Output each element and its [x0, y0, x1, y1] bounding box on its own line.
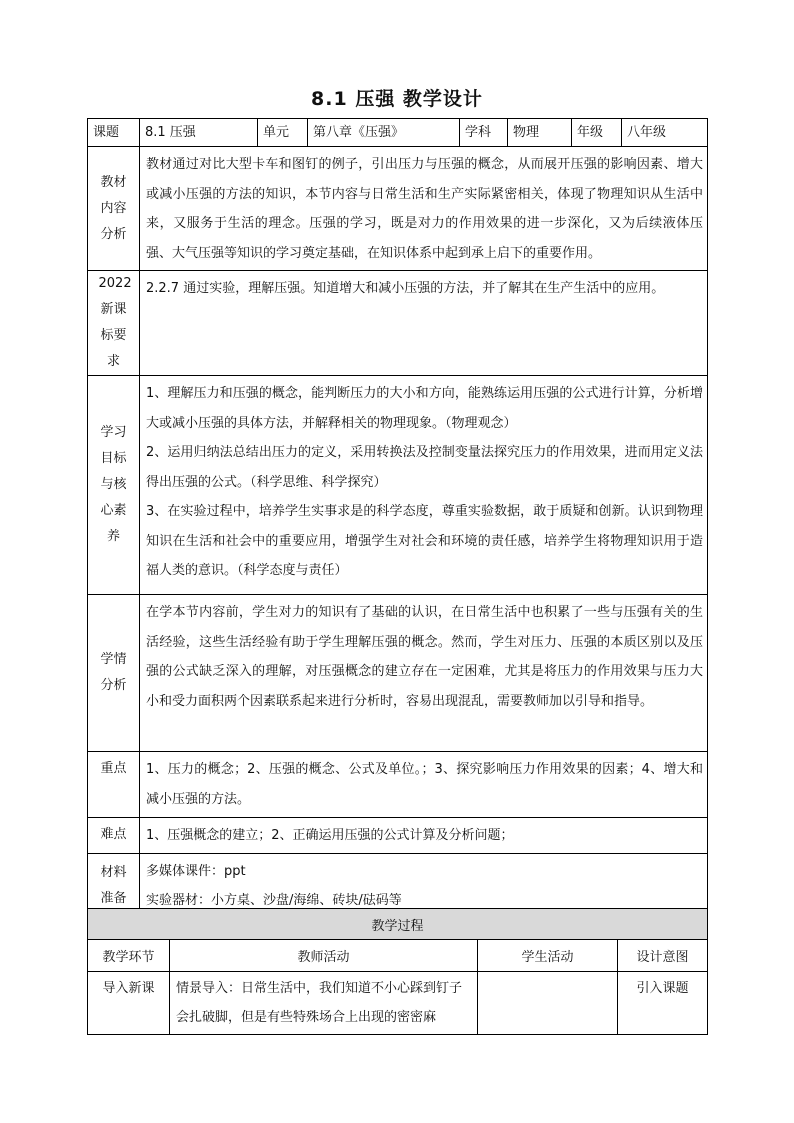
col-intent: 设计意图	[618, 940, 708, 972]
col-student: 学生活动	[478, 940, 618, 972]
zhongdian-label: 重点	[88, 752, 140, 818]
zhongdian-text: 1、压力的概念；2、压强的概念、公式及单位。；3、探究影响压力作用效果的因素；4、增大和减小压强的方法。	[140, 752, 708, 818]
dan-yuan-value: 第八章《压强》	[308, 119, 460, 147]
xueqing-text: 在学本节内容前，学生对力的知识有了基础的认识，在日常生活中也积累了一些与压强有关的生活经验，这些生活经验有助于学生理解压强的概念。然而，学生对压力、压强的本质区别以及压强的公式缺乏深入的理解，对压强概念的建立存在一定困难，尤其是将压力的作用效果与压力大小和受力面积两个因素联系起来进行分析时，容易出现混乱，需要教师加以引导和指导。	[140, 595, 708, 752]
xueqing-row	[88, 595, 708, 752]
cailiao-line1: 多媒体课件：ppt	[146, 863, 246, 879]
kebiao-row	[88, 271, 708, 376]
mubiao-label: 学习目标与核心素养	[88, 376, 140, 595]
ke-ti-value: 8.1 压强	[140, 119, 258, 147]
design-intent-cell: 引入课题	[618, 972, 708, 1035]
nandian-text: 1、压强概念的建立；2、正确运用压强的公式计算及分析问题；	[140, 818, 708, 854]
stage-cell: 导入新课	[88, 972, 170, 1035]
kebiao-text: 2.2.7 通过实验，理解压强。知道增大和减小压强的方法，并了解其在生产生活中的应用。	[140, 271, 708, 376]
lesson-info-table	[87, 118, 708, 919]
teaching-process-table	[87, 908, 708, 1035]
xue-ke-value: 物理	[508, 119, 572, 147]
mubiao-row	[88, 376, 708, 595]
jiaocai-text: 教材通过对比大型卡车和图钉的例子，引出压力与压强的概念，从而展开压强的影响因素、增大或减小压强的方法的知识，本节内容与日常生活和生产实际紧密相关，体现了物理知识从生活中来，又服务于生活的理念。压强的学习，既是对力的作用效果的进一步深化，又为后续液体压强、大气压强等知识的学习奠定基础，在知识体系中起到承上启下的重要作用。	[140, 147, 708, 271]
nandian-label: 难点	[88, 818, 140, 854]
process-title-row	[88, 909, 708, 940]
xue-ke-label: 学科	[460, 119, 508, 147]
cailiao-label: 材料准备	[88, 853, 140, 918]
process-row-intro	[88, 972, 708, 1035]
jiaocai-row	[88, 147, 708, 271]
mubiao-p1: 1、理解压力和压强的概念，能判断压力的大小和方向，能熟练运用压强的公式进行计算，分析增大或减小压强的具体方法，并解释相关的物理现象。（物理观念）	[146, 386, 703, 431]
mubiao-text	[140, 376, 708, 595]
cailiao-line2: 实验器材：小方桌、沙盘/海绵、砖块/砝码等	[146, 893, 402, 908]
student-activity-cell	[478, 972, 618, 1035]
teacher-activity-cell: 情景导入：日常生活中，我们知道不小心踩到钉子会扎破脚，但是有些特殊场合上出现的密密麻	[170, 972, 478, 1035]
dan-yuan-label: 单元	[258, 119, 308, 147]
header-row	[88, 119, 708, 147]
ke-ti-label: 课题	[88, 119, 140, 147]
nian-ji-label: 年级	[572, 119, 622, 147]
process-columns-row	[88, 940, 708, 972]
col-teacher: 教师活动	[170, 940, 478, 972]
process-title: 教学过程	[88, 909, 708, 940]
nian-ji-value: 八年级	[622, 119, 708, 147]
page-title: 8.1 压强 教学设计	[311, 88, 483, 110]
nandian-row	[88, 818, 708, 854]
jiaocai-label: 教材内容分析	[88, 147, 140, 271]
xueqing-label: 学情分析	[88, 595, 140, 752]
zhongdian-row	[88, 752, 708, 818]
col-stage: 教学环节	[88, 940, 170, 972]
kebiao-label: 2022新课标要求	[88, 271, 140, 376]
mubiao-p3: 3、在实验过程中，培养学生实事求是的科学态度，尊重实验数据，敢于质疑和创新。认识到物理知识在生活和社会中的重要应用，增强学生对社会和环境的责任感，培养学生将物理知识用于造福人类的意识。（科学态度与责任）	[146, 504, 703, 578]
mubiao-p2: 2、运用归纳法总结出压力的定义，采用转换法及控制变量法探究压力的作用效果，进而用定义法得出压强的公式。（科学思维、科学探究）	[146, 445, 703, 490]
